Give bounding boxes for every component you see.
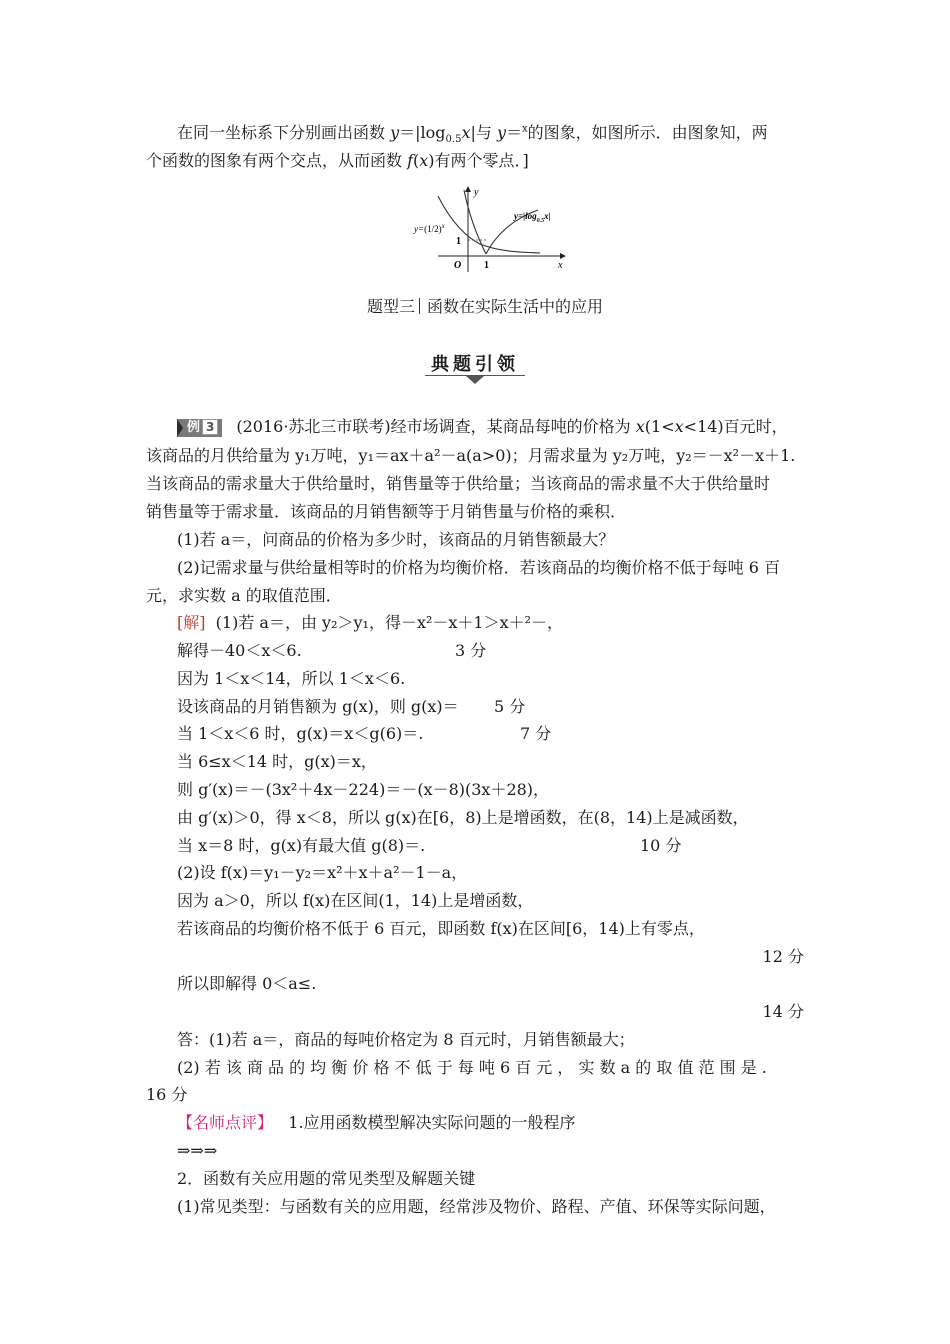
solution-line-7: 则 g′(x)＝－(3x²＋4x－224)＝－(x－8)(3x＋28)， [177, 780, 550, 799]
var: f [407, 151, 414, 170]
exp-label-sup: x [441, 222, 445, 230]
score-7: 7 分 [520, 724, 552, 743]
intro-text: |与 [470, 123, 497, 142]
exp-curve [438, 196, 540, 253]
intro-text: ＝ [506, 123, 523, 142]
question-2-line-2: 元，求实数 a 的取值范围． [146, 586, 342, 605]
log-label-text: y=|log [514, 211, 537, 221]
question-1: (1)若 a＝，问商品的价格为多少时，该商品的月销售额最大？ [177, 530, 615, 549]
banner-triangle-icon [466, 376, 484, 384]
section-title [367, 297, 603, 317]
solution-text: (1)若 a＝，由 y₂＞y₁，得－x²－x＋1＞x＋²－， [215, 613, 564, 632]
log-label [513, 211, 551, 224]
score-3: 3 分 [455, 641, 487, 660]
solution-line-13: 所以即解得 0＜a≤. [177, 974, 317, 993]
solution-line-6: 当 6≤x＜14 时，g(x)＝x， [177, 752, 377, 771]
example-text: (1< [644, 417, 675, 436]
solution-line-2: 解得－40＜x＜6. [177, 641, 302, 660]
example-line-1 [177, 417, 788, 438]
score-16: 16 分 [146, 1085, 188, 1104]
example-line-4: 销售量等于需求量．该商品的月销售额等于月销售量与价格的乘积． [146, 502, 627, 521]
exp-label [413, 222, 446, 234]
intro-text: 在同一坐标系下分别画出函数 [177, 123, 391, 142]
solution-line-10: (2)设 f(x)＝y₁－y₂＝x²＋x＋a²－1－a， [177, 863, 468, 882]
log-label-end: x| [544, 211, 551, 221]
question-2-line-1: (2)记需求量与供给量相等时的价格为均衡价格．若该商品的均衡价格不低于每吨 6 百 [177, 558, 781, 577]
section-title-text: 函数在实际生活中的应用 [427, 297, 604, 316]
y-axis-arrow [465, 186, 471, 192]
solution-line-9: 当 x＝8 时，g(x)有最大值 g(8)＝. [177, 836, 426, 855]
superscript: x [522, 123, 528, 135]
x-one-label: 1 [484, 260, 489, 271]
answer-line-1: 答：(1)若 a＝，商品的每吨价格定为 8 百元时，月销售额最大； [177, 1030, 635, 1049]
score-5: 5 分 [494, 697, 526, 716]
review-line-3: 2．函数有关应用题的常见类型及解题关键 [177, 1169, 476, 1188]
example-number: 3 [202, 419, 218, 435]
solution-line-12: 若该商品的均衡价格不低于 6 百元，即函数 f(x)在区间[6，14)上有零点， [177, 919, 705, 938]
solution-line-3: 因为 1＜x＜14，所以 1＜x＜6. [177, 669, 406, 688]
intro-line-2 [146, 151, 529, 171]
example-text: (2016·苏北三市联考)经市场调查，某商品每吨的价格为 [236, 417, 636, 436]
review-line-2: ⇒⇒⇒ [177, 1141, 218, 1160]
score-14: 14 分 [762, 1002, 804, 1021]
banner-text: 典题引领 [431, 354, 519, 375]
intro-text: )有两个零点．] [428, 151, 529, 170]
review-text: 1.应用函数模型解决实际问题的一般程序 [288, 1113, 576, 1132]
solution-line-1 [177, 613, 563, 633]
example-badge-label: 例 [187, 420, 201, 435]
function-graph-figure [410, 186, 575, 276]
example-line-3: 当该商品的需求量大于供给量时，销售量等于供给量；当该商品的需求量不大于供给量时 [146, 474, 771, 493]
log-curve-left [464, 190, 486, 254]
var: y [390, 123, 400, 142]
answer-line-2: (2) 若 该 商 品 的 均 衡 价 格 不 低 于 每 吨 6 百 元 ， 实 数 a 的 取 值 范 围 是 . [177, 1058, 767, 1077]
solution-line-11: 因为 a＞0，所以 f(x)在区间(1，14)上是增函数， [177, 891, 534, 910]
intro-text: 的图象，如图所示．由图象知，两 [527, 123, 768, 142]
var: x [674, 417, 684, 436]
log-label-sub: 0.5 [536, 218, 545, 224]
var: x [461, 123, 471, 142]
section-title-prefix: 题型三 [367, 297, 416, 316]
y-axis-label: y [474, 187, 479, 198]
example-badge [177, 419, 222, 437]
y-one-label: 1 [456, 236, 461, 247]
intro-text: ＝|log [399, 123, 446, 142]
review-tag: 【名师点评】 [177, 1113, 274, 1132]
solution-line-5: 当 1＜x＜6 时，g(x)＝x＜g(6)＝. [177, 724, 424, 743]
var: y [496, 123, 506, 142]
exp-label-text: y= [414, 224, 425, 234]
review-line-1 [177, 1113, 576, 1133]
review-line-4: (1)常见类型：与函数有关的应用题，经常涉及物价、路程、产值、环保等实际问题， [177, 1197, 776, 1216]
example-text: <14)百元时， [683, 417, 788, 436]
intro-line-1 [177, 123, 768, 146]
score-10: 10 分 [640, 836, 682, 855]
solution-line-4: 设该商品的月销售额为 g(x)，则 g(x)＝ [177, 697, 459, 716]
var: x [635, 417, 645, 436]
var: x [419, 151, 429, 170]
score-12: 12 分 [762, 947, 804, 966]
solution-line-8: 由 g′(x)＞0，得 x＜8，所以 g(x)在[6，8)上是增函数，在(8，14)上是减函数， [177, 808, 749, 827]
example-line-2: 该商品的月供给量为 y₁万吨，y₁＝ax＋a²－a(a>0)；月需求量为 y₂万吨，y₂＝－x²－x＋1. [146, 446, 796, 465]
intro-text: ( [413, 151, 420, 170]
typical-example-banner [420, 350, 530, 386]
intro-text: 个函数的图象有两个交点，从而函数 [146, 151, 408, 170]
solution-tag: [解] [177, 613, 206, 632]
x-axis-arrow [560, 253, 566, 259]
x-axis-label: x [558, 260, 563, 271]
origin-label: O [454, 260, 462, 271]
subscript: 0.5 [445, 134, 462, 146]
exp-label-frac: (1/2) [424, 224, 442, 234]
section-title-divider [419, 298, 420, 314]
